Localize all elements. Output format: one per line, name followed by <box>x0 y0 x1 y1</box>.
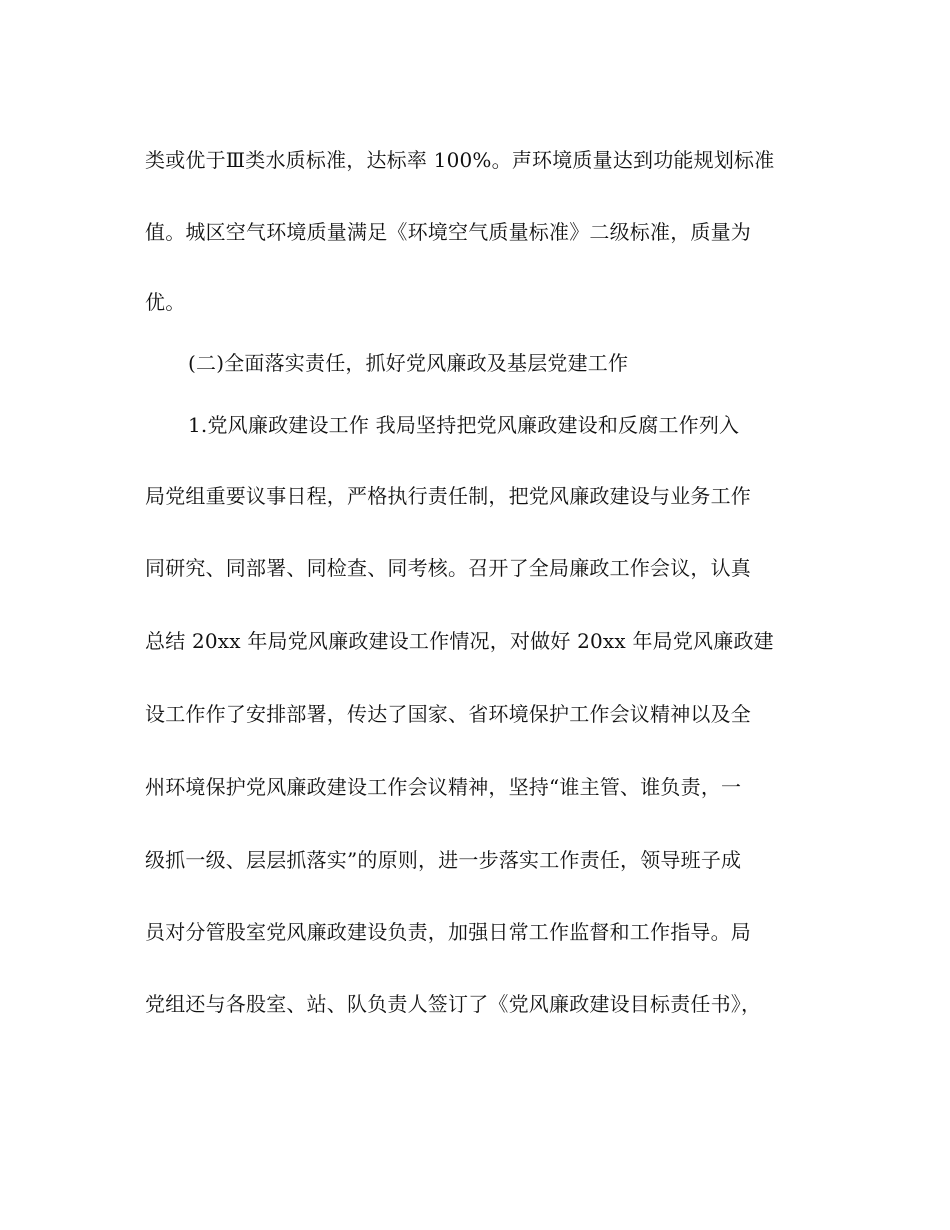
paragraph-line-10: 州环境保护党风廉政建设工作会议精神，坚持“谁主管、谁负责，一 <box>145 775 742 799</box>
paragraph-line-13: 党组还与各股室、站、队负责人签订了《党风廉政建设目标责任书》， <box>145 992 762 1016</box>
paragraph-line-7: 同研究、同部署、同检查、同考核。召开了全局廉政工作会议，认真 <box>145 556 751 580</box>
paragraph-line-1: 类或优于Ⅲ类水质标准，达标率 100%。声环境质量达到功能规划标准 <box>145 148 775 172</box>
paragraph-line-6: 局党组重要议事日程，严格执行责任制，把党风廉政建设与业务工作 <box>145 484 751 508</box>
section-heading: (二)全面落实责任，抓好党风廉政及基层党建工作 <box>188 351 629 375</box>
paragraph-line-8: 总结 20xx 年局党风廉政建设工作情况，对做好 20xx 年局党风廉政建 <box>145 629 774 653</box>
paragraph-line-5: 1.党风廉政建设工作 我局坚持把党风廉政建设和反腐工作列入 <box>188 413 740 437</box>
paragraph-line-3: 优。 <box>145 290 186 314</box>
paragraph-line-12: 员对分管股室党风廉政建设负责，加强日常工作监督和工作指导。局 <box>145 920 751 944</box>
paragraph-line-2: 值。城区空气环境质量满足《环境空气质量标准》二级标准，质量为 <box>145 220 751 244</box>
paragraph-line-11: 级抓一级、层层抓落实”的原则，进一步落实工作责任，领导班子成 <box>145 848 742 872</box>
paragraph-line-9: 设工作作了安排部署，传达了国家、省环境保护工作会议精神以及全 <box>145 702 751 726</box>
